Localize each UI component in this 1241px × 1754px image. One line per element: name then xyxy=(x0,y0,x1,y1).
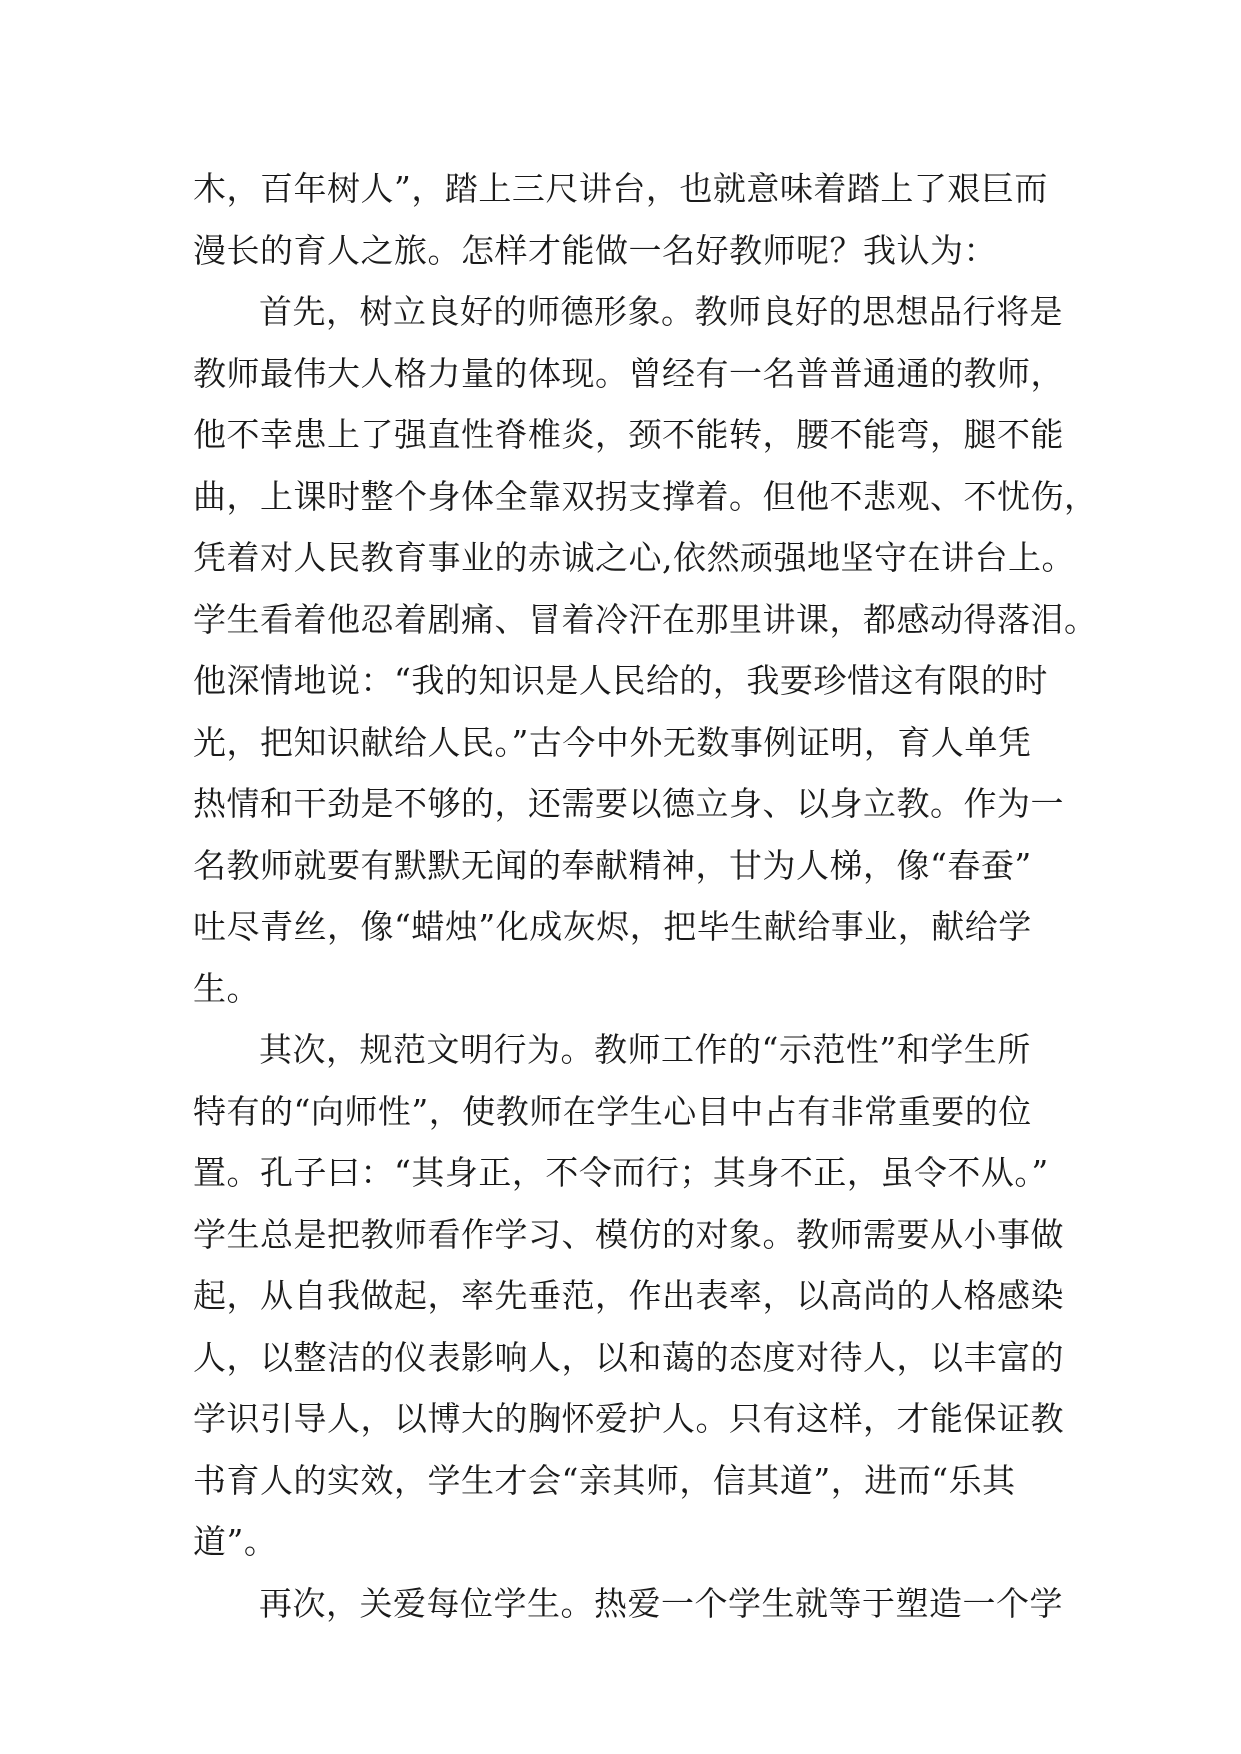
text-line: 名教师就要有默默无闻的奉献精神，甘为人梯，像“春蚕” xyxy=(193,845,1032,885)
text-line: 生。 xyxy=(193,968,260,1008)
text-line: 道”。 xyxy=(193,1522,278,1561)
text-line: 置。孔子曰：“其身正，不令而行；其身不正，虽令不从。” xyxy=(193,1153,1049,1192)
text-line: 书育人的实效，学生才会“亲其师，信其道”，进而“乐其 xyxy=(193,1460,1016,1500)
text-line: 凭着对人民教育事业的赤诚之心,依然顽强地坚守在讲台上。 xyxy=(193,538,1075,577)
text-line: 学识引导人，以博大的胸怀爱护人。只有这样，才能保证教 xyxy=(193,1399,1064,1438)
text-line: 特有的“向师性”，使教师在学生心目中占有非常重要的位 xyxy=(193,1091,1032,1131)
text-line: 学生总是把教师看作学习、模仿的对象。教师需要从小事做 xyxy=(193,1214,1064,1254)
text-line: 漫长的育人之旅。怎样才能做一名好教师呢？我认为： xyxy=(193,230,997,270)
paragraph-start-line: 首先，树立良好的师德形象。教师良好的思想品行将是 xyxy=(259,292,1063,331)
text-line: 吐尽青丝，像“蜡烛”化成灰烬，把毕生献给事业，献给学 xyxy=(193,907,1032,946)
text-line: 曲，上课时整个身体全靠双拐支撑着。但他不悲观、不忧伤， xyxy=(193,476,1098,516)
paragraph-start-line: 再次，关爱每位学生。热爱一个学生就等于塑造一个学 xyxy=(259,1583,1063,1623)
text-line: 光，把知识献给人民。”古今中外无数事例证明，育人单凭 xyxy=(193,722,1032,762)
text-line: 他不幸患上了强直性脊椎炎，颈不能转，腰不能弯，腿不能 xyxy=(193,415,1064,454)
text-line: 热情和干劲是不够的，还需要以德立身、以身立教。作为一 xyxy=(193,784,1064,823)
body-text xyxy=(193,158,1098,1634)
text-line: 起，从自我做起，率先垂范，作出表率，以高尚的人格感染 xyxy=(193,1276,1064,1315)
text-line: 他深情地说：“我的知识是人民给的，我要珍惜这有限的时 xyxy=(193,661,1048,700)
text-line: 人，以整洁的仪表影响人，以和蔼的态度对待人，以丰富的 xyxy=(193,1337,1064,1377)
text-line: 学生看着他忍着剧痛、冒着冷汗在那里讲课，都感动得落泪。 xyxy=(193,599,1098,639)
text-line: 教师最伟大人格力量的体现。曾经有一名普普通通的教师， xyxy=(193,353,1064,393)
text-line: 木，百年树人”，踏上三尺讲台，也就意味着踏上了艰巨而 xyxy=(193,169,1048,208)
paragraph-start-line: 其次，规范文明行为。教师工作的“示范性”和学生所 xyxy=(259,1030,1031,1069)
